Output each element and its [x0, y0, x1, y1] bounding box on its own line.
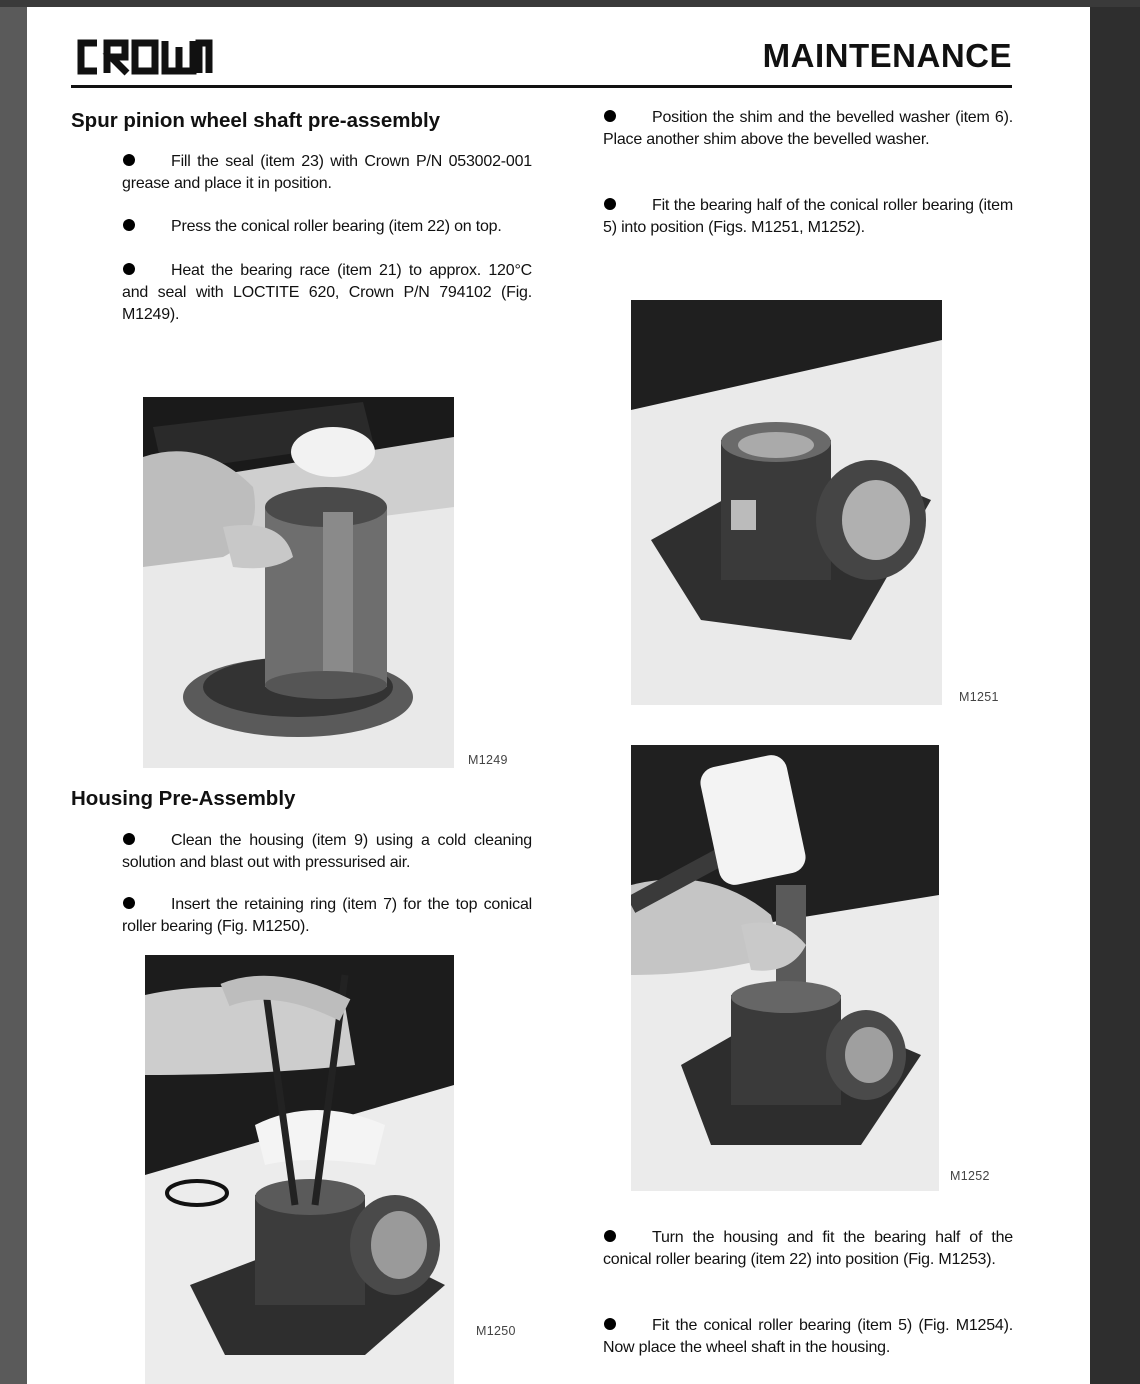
- viewer-top-bar: [0, 0, 1140, 7]
- photo-retaining-ring: [145, 955, 454, 1384]
- photo-mallet-bearing: [631, 745, 939, 1191]
- bullet-icon: [123, 219, 135, 231]
- list-item: Turn the housing and fit the bearing half of the conical roller bearing (item 22) into position (Fig. M1253).: [603, 1229, 1013, 1268]
- list-item: Fit the bearing half of the conical roller bearing (item 5) into position (Figs. M1251, M1252).: [603, 197, 1013, 236]
- viewer-side-strip: [1090, 7, 1140, 1384]
- bullet-icon: [123, 897, 135, 909]
- bullet-icon: [604, 1230, 616, 1242]
- bullet-icon: [604, 110, 616, 122]
- list-item: Insert the retaining ring (item 7) for the top conical roller bearing (Fig. M1250).: [122, 896, 532, 935]
- bullet-icon: [604, 1318, 616, 1330]
- list-item: Fit the conical roller bearing (item 5) (Fig. M1254). Now place the wheel shaft in the housing.: [603, 1317, 1013, 1356]
- figure-caption-m1251: M1251: [959, 690, 999, 704]
- list-item: Position the shim and the bevelled washer (item 6). Place another shim above the bevelled washer.: [603, 109, 1013, 148]
- page-header-title: MAINTENANCE: [762, 37, 1012, 74]
- header-rule: [71, 85, 1012, 88]
- figure-caption-m1250: M1250: [476, 1324, 516, 1338]
- figure-caption-m1249: M1249: [468, 753, 508, 767]
- bullet-icon: [123, 833, 135, 845]
- bullet-icon: [123, 263, 135, 275]
- photo-bearing-press: [143, 397, 454, 768]
- section-heading-spur-pinion: Spur pinion wheel shaft pre-assembly: [71, 109, 441, 132]
- document-page: [27, 7, 1090, 1384]
- figure-caption-m1252: M1252: [950, 1169, 990, 1183]
- list-item: Fill the seal (item 23) with Crown P/N 053002-001 grease and place it in position.: [122, 153, 532, 192]
- photo-housing-bearing: [631, 300, 942, 705]
- bullet-icon: [123, 154, 135, 166]
- list-item: Heat the bearing race (item 21) to approx. 120°C and seal with LOCTITE 620, Crown P/N 794102 (Fig. M1249).: [122, 262, 532, 323]
- section-heading-housing: Housing Pre-Assembly: [71, 787, 296, 810]
- bullet-icon: [604, 198, 616, 210]
- list-item: Press the conical roller bearing (item 22) on top.: [122, 216, 532, 238]
- crown-logo: [71, 33, 213, 79]
- list-item: Clean the housing (item 9) using a cold cleaning solution and blast out with pressurised air.: [122, 832, 532, 871]
